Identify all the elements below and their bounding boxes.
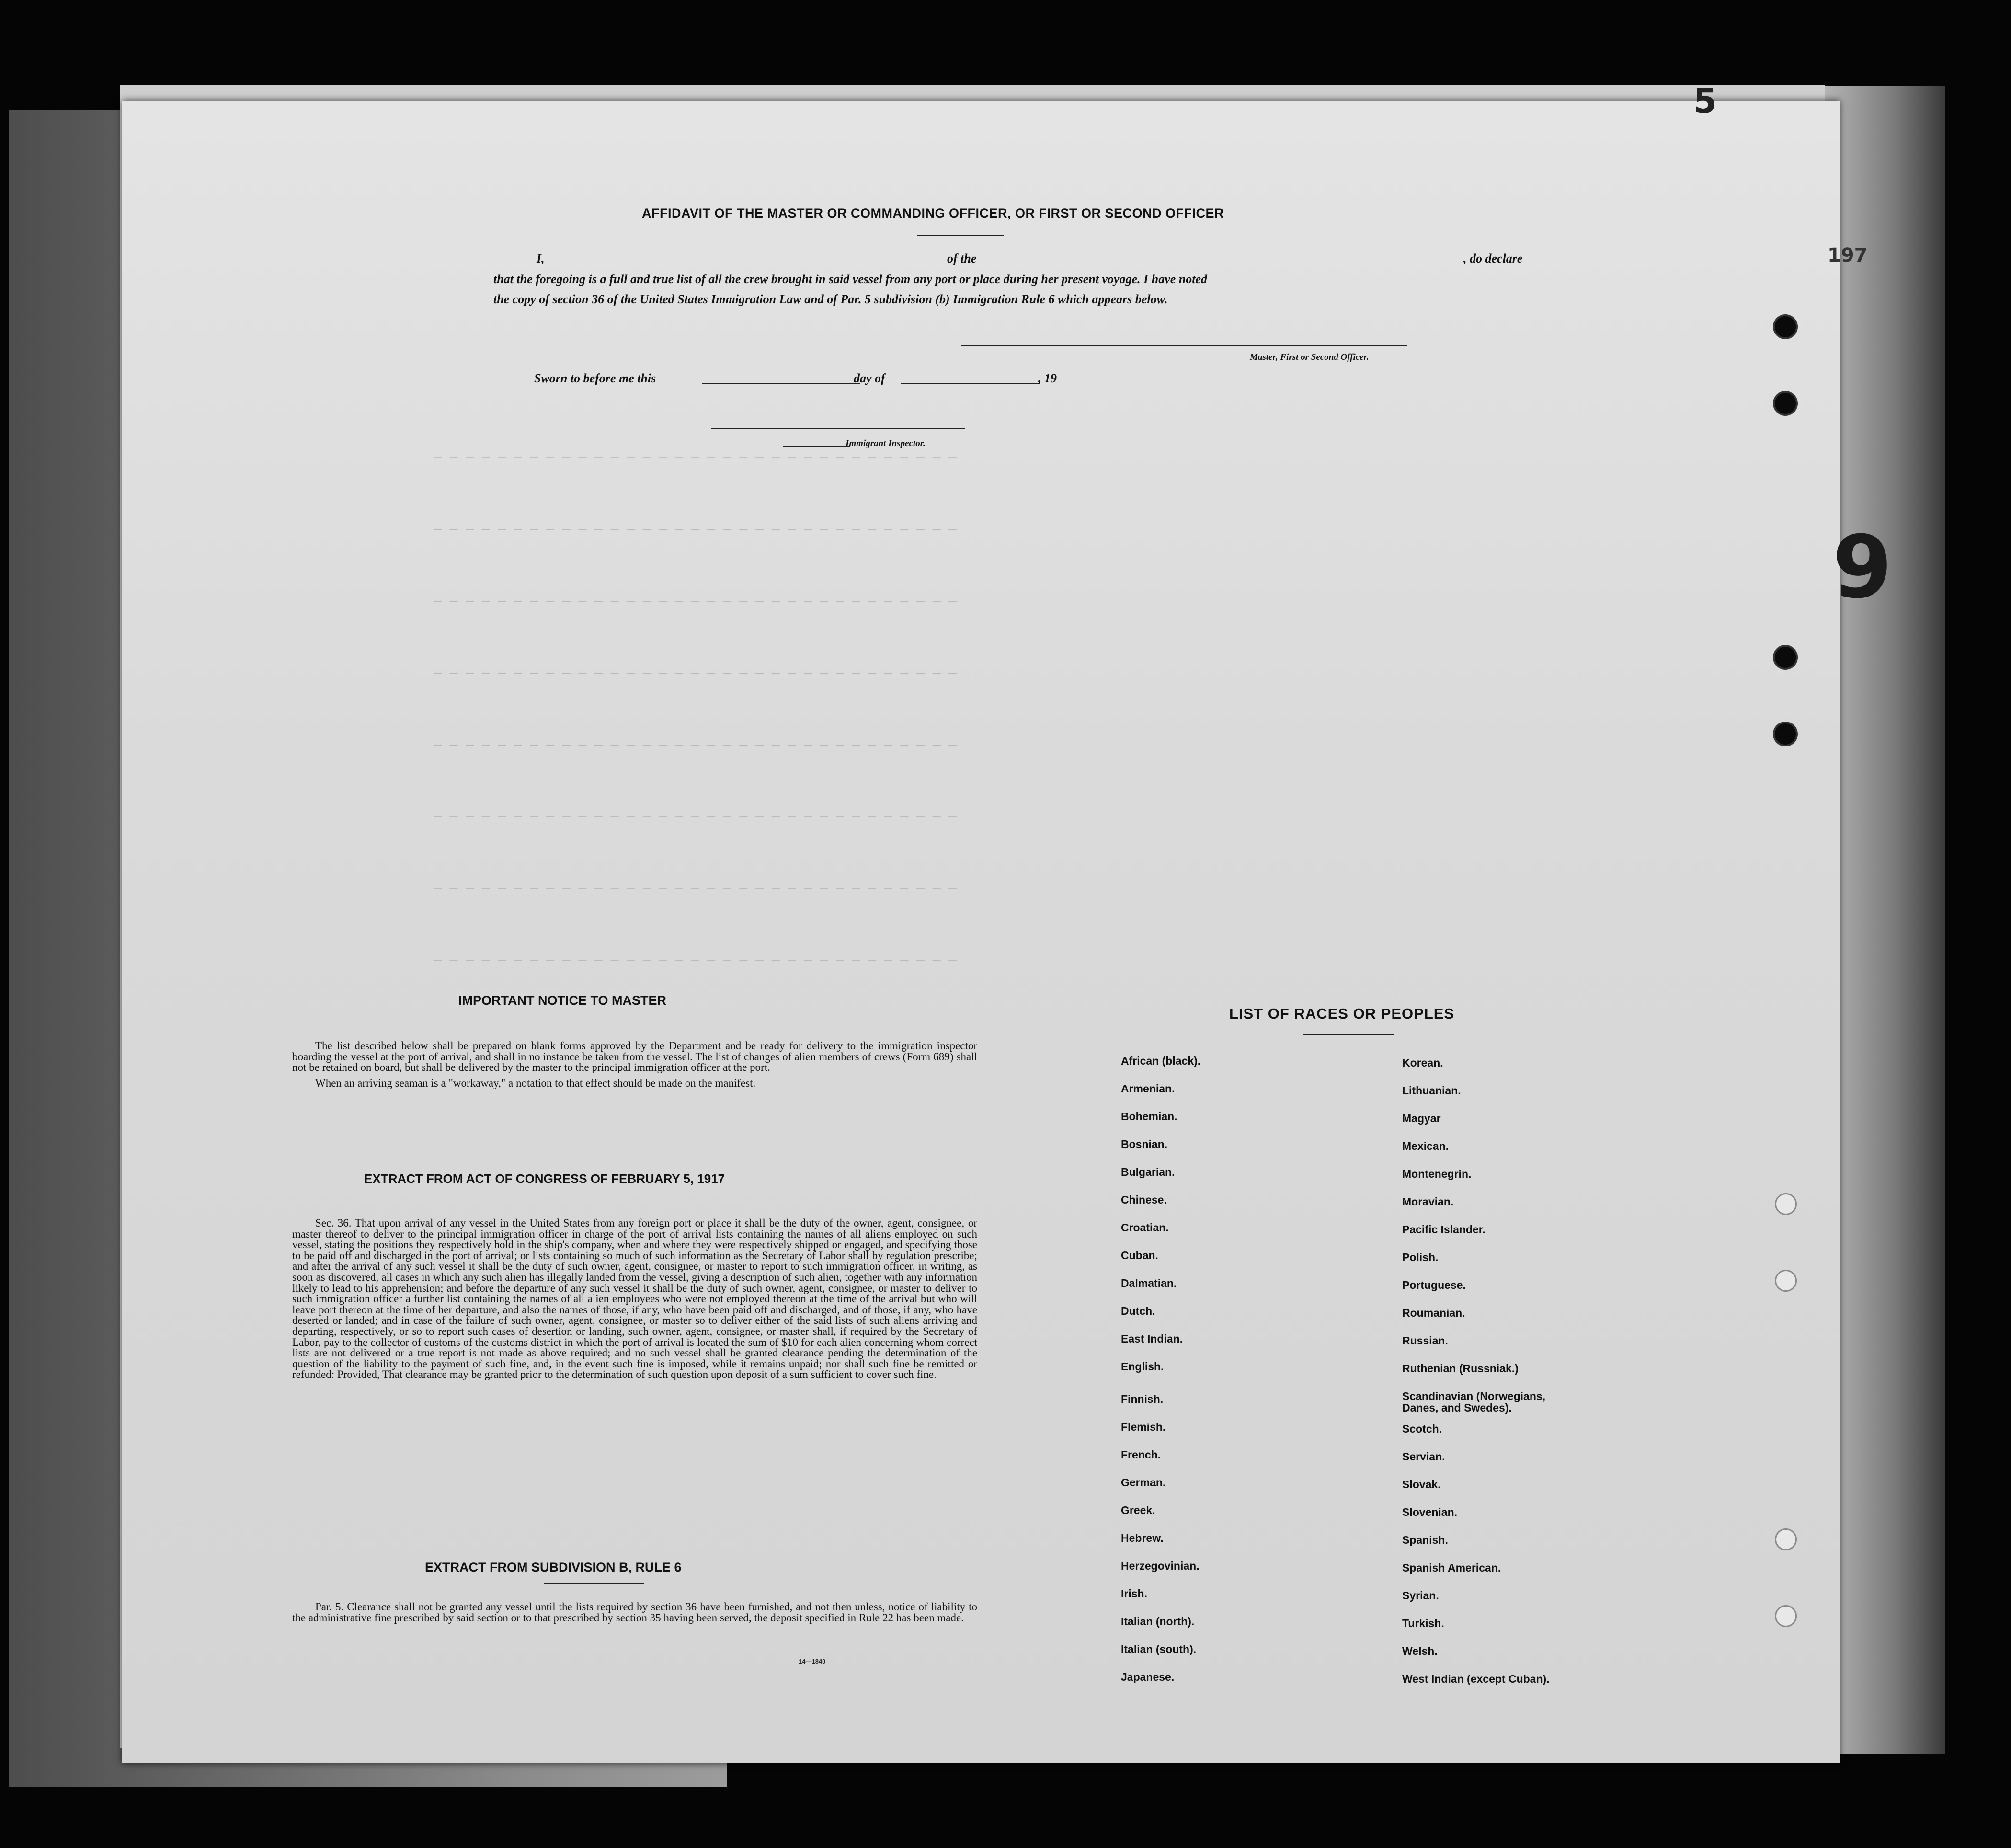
race-item: Armenian. <box>1121 1082 1175 1095</box>
bleed-through-text: — — — — — — — — — — — — — — — — — — — — — — — — — — — — — — — — — <box>434 953 957 968</box>
race-item: Flemish. <box>1121 1421 1166 1433</box>
rule-extract-title: EXTRACT FROM SUBDIVISION B, RULE 6 <box>425 1560 682 1574</box>
race-item: Moravian. <box>1402 1195 1454 1208</box>
race-item: Greek. <box>1121 1504 1155 1516</box>
affidavit-line-2: that the foregoing is a full and true list of all the crew brought in said vessel from any port or place during her present voyage. I have noted <box>493 272 1208 286</box>
race-item: Slovak. <box>1402 1478 1441 1491</box>
bleed-through-text: — — — — — — — — — — — — — — — — — — — — — — — — — — — — — — — — — <box>434 522 957 537</box>
inspector-short-line <box>783 446 850 447</box>
affidavit-line-1-end: , do declare <box>1463 252 1523 265</box>
manifest-page <box>122 81 1893 1763</box>
race-item: Montenegrin. <box>1402 1168 1472 1180</box>
race-item: Ruthenian (Russniak.) <box>1402 1362 1519 1375</box>
affidavit-line-3: the copy of section 36 of the United States Immigration Law and of Par. 5 subdivision (b) Immigration Rule 6 which appears below. <box>493 292 1168 306</box>
races-title-rule <box>1303 1034 1394 1035</box>
rule-extract-text: Par. 5. Clearance shall not be granted any vessel until the lists required by section 36 have been furnished, and not then unless, notice of liability to the administrative fine prescribed by said section or to that prescribed by section 35 having been served, the deposit specified in Rule 22 has been made. <box>292 1601 977 1624</box>
race-item: Chinese. <box>1121 1194 1167 1206</box>
inspector-caption: Immigrant Inspector. <box>846 438 926 448</box>
race-item: Portuguese. <box>1402 1279 1466 1291</box>
affidavit-line-1-start: I, <box>537 252 545 265</box>
sworn-day-blank <box>702 383 860 384</box>
race-item: Spanish American. <box>1402 1561 1501 1574</box>
race-item: Bohemian. <box>1121 1110 1177 1123</box>
race-item: Dalmatian. <box>1121 1277 1177 1289</box>
race-item: Magyar <box>1402 1112 1441 1125</box>
punch-hole-open <box>1775 1193 1797 1215</box>
race-item: Lithuanian. <box>1402 1084 1461 1097</box>
signature-line <box>961 345 1407 346</box>
affidavit-line-1-mid: of the <box>947 252 977 265</box>
race-item: French. <box>1121 1448 1161 1461</box>
race-item: Dutch. <box>1121 1305 1155 1317</box>
punch-hole-open <box>1775 1270 1797 1292</box>
punch-hole-open <box>1775 1528 1797 1550</box>
race-item: Bulgarian. <box>1121 1166 1175 1178</box>
rule-extract-body <box>292 1602 977 1623</box>
punch-hole <box>1775 316 1796 337</box>
race-item: Mexican. <box>1402 1140 1449 1152</box>
race-item: Spanish. <box>1402 1534 1448 1546</box>
notice-paragraph-1: The list described below shall be prepared on blank forms approved by the Department and be ready for delivery to the immigration inspector boarding the vessel at the port of arrival, and shall in no instance be taken from the vessel. The list of changes of alien members of crews (Form 689) shall not be retained on board, but shall be delivered by the master to the principal immigration officer at the port. <box>292 1040 977 1074</box>
signature-caption: Master, First or Second Officer. <box>1250 352 1369 362</box>
race-item: West Indian (except Cuban). <box>1402 1673 1550 1685</box>
race-item: Hebrew. <box>1121 1532 1164 1544</box>
race-item: Italian (north). <box>1121 1615 1195 1628</box>
bleed-through-text: — — — — — — — — — — — — — — — — — — — — — — — — — — — — — — — — — <box>434 810 957 825</box>
race-item: Russian. <box>1402 1334 1448 1347</box>
page-number-mark: 197 <box>1828 244 1868 266</box>
race-item: Italian (south). <box>1121 1643 1197 1655</box>
race-item: Slovenian. <box>1402 1506 1458 1518</box>
bleed-through-text: — — — — — — — — — — — — — — — — — — — — — — — — — — — — — — — — — <box>434 882 957 896</box>
notice-title: IMPORTANT NOTICE TO MASTER <box>458 993 666 1008</box>
notice-body <box>292 1041 977 1089</box>
notice-paragraph-2: When an arriving seaman is a "workaway," a notation to that effect should be made on the manifest. <box>315 1077 756 1089</box>
races-title: LIST OF RACES OR PEOPLES <box>1229 1005 1455 1022</box>
punch-hole-open <box>1775 1605 1797 1627</box>
race-item: Welsh. <box>1402 1645 1438 1657</box>
act-extract-text: Sec. 36. That upon arrival of any vessel in the United States from any foreign port or place it shall be the duty of the owner, agent, consignee, or master thereof to deliver to the principal immigration officer in charge of the port of arrival lists containing the names of all aliens employed on such vessel, stating the positions they respectively hold in the ship's company, when and where they were respectively shipped or engaged, and specifying those to be paid off and discharged in the port of arrival; or lists containing so much of such information as the Secretary of Labor shall by regulation prescribe; and after the arrival of any such vessel it shall be the duty of such owner, agent, consignee, or master to report to such immigration officer, in writing, as soon as discovered, all cases in which any such alien has illegally landed from the vessel, giving a description of such alien, together with any information likely to lead to his apprehension; and before the departure of any such vessel it shall be the duty of such owner, agent, consignee, or master to deliver to such immigration officer a further list containing the names of all alien employees who were not employed thereon at the time of the arrival but who will leave port thereon at the time of her departure, and also the names of those, if any, who have been paid off and discharged, and of those, if any, who have deserted or landed; and in case of the failure of such owner, agent, consignee, or master so to deliver either of the said lists of such aliens arriving and departing, respectively, or so to report such cases of desertion or landing, such owner, agent, consignee, or master shall, if required by the Secretary of Labor, pay to the collector of customs of the customs district in which the port of arrival is located the sum of $10 for each alien concerning whom correct lists are not delivered or a true report is not made as above required; and no such vessel shall be granted clearance pending the determination of the question of the liability to the payment of such fine, and, in the event such fine is imposed, while it remains unpaid; nor shall such fine be remitted or refunded: Provided, That clearance may be granted prior to the determination of such question upon deposit of a sum sufficient to cover such fine. <box>292 1217 977 1381</box>
race-item: Croatian. <box>1121 1221 1169 1234</box>
sworn-month-blank <box>901 383 1040 384</box>
race-item: Pacific Islander. <box>1402 1223 1485 1236</box>
act-extract-body <box>292 1218 977 1380</box>
race-item: Bosnian. <box>1121 1138 1168 1150</box>
race-item: East Indian. <box>1121 1332 1183 1345</box>
bleed-through-text: — — — — — — — — — — — — — — — — — — — — — — — — — — — — — — — — — <box>434 450 957 465</box>
race-item: Scandinavian (Norwegians, Danes, and Swedes). <box>1402 1390 1546 1414</box>
race-item: Syrian. <box>1402 1589 1439 1602</box>
race-item: Korean. <box>1402 1056 1443 1069</box>
bleed-through-text: — — — — — — — — — — — — — — — — — — — — — — — — — — — — — — — — — <box>434 594 957 609</box>
sworn-text: Sworn to before me this <box>534 371 656 385</box>
race-item: Servian. <box>1402 1450 1445 1463</box>
race-item: Finnish. <box>1121 1393 1164 1405</box>
inspector-signature-line <box>711 428 965 429</box>
race-item: Japanese. <box>1121 1671 1175 1683</box>
race-item: Herzegovinian. <box>1121 1560 1200 1572</box>
punch-hole <box>1775 723 1796 745</box>
sworn-day-label: day of <box>854 371 885 385</box>
race-item: Irish. <box>1121 1587 1147 1600</box>
race-item: Polish. <box>1402 1251 1439 1263</box>
race-item: Cuban. <box>1121 1249 1158 1262</box>
race-item: English. <box>1121 1360 1164 1373</box>
sworn-year-label: , 19 <box>1038 371 1057 385</box>
bleed-through-text: — — — — — — — — — — — — — — — — — — — — — — — — — — — — — — — — — <box>434 738 957 753</box>
race-item: German. <box>1121 1476 1166 1489</box>
race-item: Scotch. <box>1402 1423 1442 1435</box>
race-item: Turkish. <box>1402 1617 1444 1630</box>
form-number: 14—1840 <box>799 1658 826 1665</box>
race-item: Roumanian. <box>1402 1307 1465 1319</box>
rule-extract-underline <box>544 1583 644 1584</box>
punch-hole <box>1775 393 1796 414</box>
title-rule <box>917 235 1004 236</box>
corner-mark-top: 5 <box>1693 81 1717 121</box>
act-extract-title: EXTRACT FROM ACT OF CONGRESS OF FEBRUARY 5, 1917 <box>364 1171 725 1186</box>
affidavit-title: AFFIDAVIT OF THE MASTER OR COMMANDING OFFICER, OR FIRST OR SECOND OFFICER <box>642 206 1224 220</box>
handwritten-mark: 9 <box>1832 517 1893 618</box>
punch-hole <box>1775 647 1796 668</box>
bleed-through-text: — — — — — — — — — — — — — — — — — — — — — — — — — — — — — — — — — <box>434 666 957 681</box>
race-item: African (black). <box>1121 1055 1201 1067</box>
